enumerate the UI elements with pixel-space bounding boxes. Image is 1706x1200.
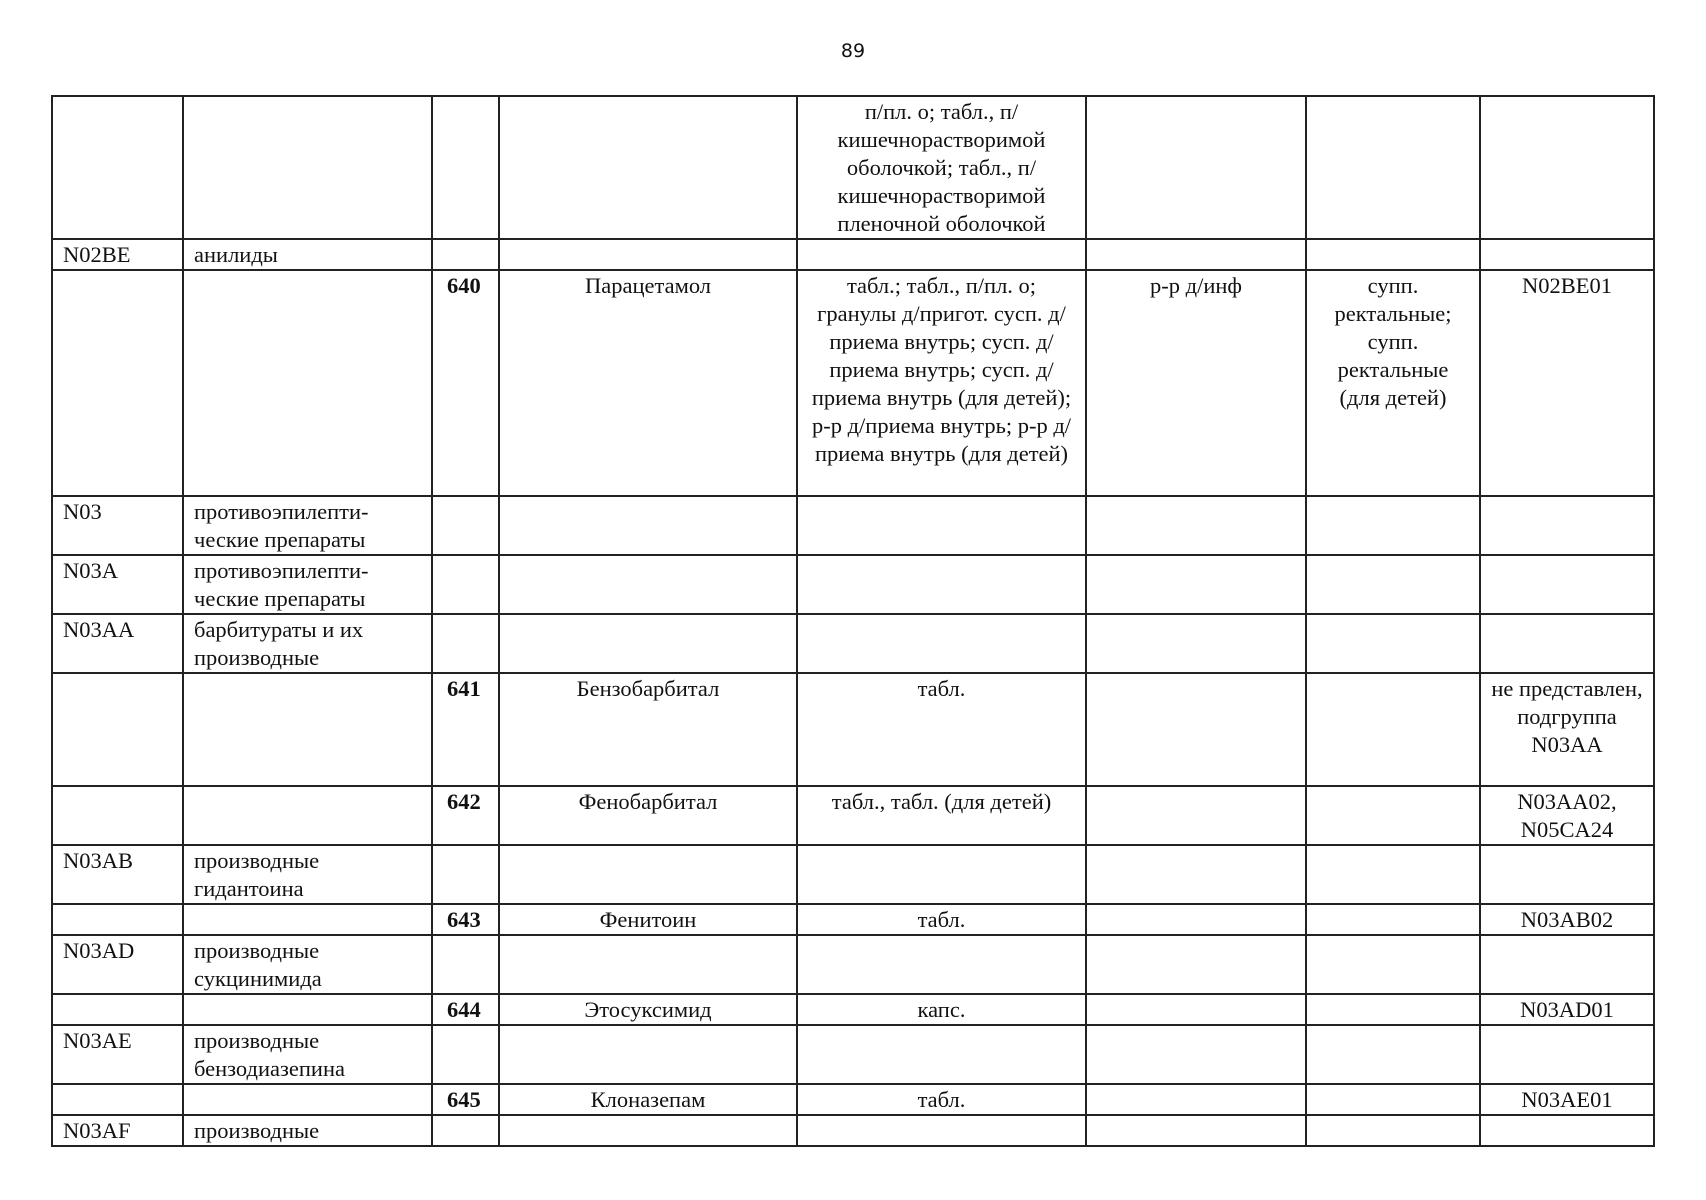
item-number-cell (432, 239, 499, 270)
table-row (52, 270, 1654, 496)
injectable-forms-cell (1086, 935, 1306, 994)
dosage-forms-cell: табл. (797, 1084, 1086, 1115)
injectable-forms-cell (1086, 1084, 1306, 1115)
table-row (52, 555, 1654, 614)
atc-code-cell (1480, 845, 1654, 904)
injectable-forms-cell (1086, 845, 1306, 904)
injectable-forms-cell (1086, 994, 1306, 1025)
atc-group-code-cell (52, 994, 183, 1025)
table-body (52, 96, 1654, 1146)
item-number-cell (432, 614, 499, 673)
table-row (52, 673, 1654, 786)
dosage-forms-cell (797, 496, 1086, 555)
injectable-forms-cell (1086, 673, 1306, 786)
atc-group-code-cell (52, 673, 183, 786)
dosage-forms-cell (797, 845, 1086, 904)
group-name-cell: производные бензодиазепина (183, 1025, 432, 1084)
dosage-forms-cell: табл. (797, 673, 1086, 786)
atc-group-code-cell (52, 786, 183, 845)
item-number-cell: 642 (432, 786, 499, 845)
drug-name-cell (499, 496, 797, 555)
atc-code-cell: не представлен, подгруппа N03AA (1480, 673, 1654, 786)
other-forms-cell (1306, 904, 1480, 935)
item-number-cell: 644 (432, 994, 499, 1025)
atc-code-cell (1480, 496, 1654, 555)
other-forms-cell (1306, 994, 1480, 1025)
dosage-forms-cell (797, 935, 1086, 994)
dosage-forms-cell: табл., табл. (для детей) (797, 786, 1086, 845)
other-forms-cell (1306, 1115, 1480, 1146)
item-number-cell: 641 (432, 673, 499, 786)
atc-code-cell (1480, 614, 1654, 673)
drug-name-cell (499, 614, 797, 673)
drug-name-cell (499, 555, 797, 614)
atc-group-code-cell: N03AA (52, 614, 183, 673)
other-forms-cell: супп. ректальные; супп. ректальные (для детей) (1306, 270, 1480, 496)
item-number-cell (432, 1025, 499, 1084)
table-row (52, 1025, 1654, 1084)
group-name-cell: противоэпилепти-ческие препараты (183, 555, 432, 614)
table-row (52, 994, 1654, 1025)
page-number: 89 (840, 40, 866, 62)
dosage-forms-cell: табл.; табл., п/пл. о; гранулы д/пригот. сусп. д/приема внутрь; сусп. д/приема внутрь; сусп. д/приема внутрь (для детей); р-р д/приема внутрь; р-р д/приема внутрь (для детей) (797, 270, 1086, 496)
atc-group-code-cell: N03AB (52, 845, 183, 904)
injectable-forms-cell (1086, 1025, 1306, 1084)
other-forms-cell (1306, 239, 1480, 270)
drug-name-cell (499, 935, 797, 994)
atc-code-cell (1480, 555, 1654, 614)
atc-group-code-cell (52, 904, 183, 935)
group-name-cell: производные гидантоина (183, 845, 432, 904)
drug-name-cell: Парацетамол (499, 270, 797, 496)
other-forms-cell (1306, 786, 1480, 845)
drug-name-cell: Клоназепам (499, 1084, 797, 1115)
injectable-forms-cell (1086, 614, 1306, 673)
injectable-forms-cell (1086, 1115, 1306, 1146)
atc-group-code-cell: N03AD (52, 935, 183, 994)
dosage-forms-cell (797, 614, 1086, 673)
group-name-cell (183, 96, 432, 239)
drug-name-cell (499, 1025, 797, 1084)
group-name-cell (183, 1084, 432, 1115)
group-name-cell (183, 994, 432, 1025)
other-forms-cell (1306, 673, 1480, 786)
atc-group-code-cell (52, 96, 183, 239)
group-name-cell: барбитураты и их производные (183, 614, 432, 673)
other-forms-cell (1306, 1084, 1480, 1115)
table-row (52, 96, 1654, 239)
other-forms-cell (1306, 845, 1480, 904)
drug-name-cell: Фенобарбитал (499, 786, 797, 845)
drug-name-cell: Фенитоин (499, 904, 797, 935)
atc-code-cell (1480, 239, 1654, 270)
table-row (52, 935, 1654, 994)
dosage-forms-cell (797, 1115, 1086, 1146)
dosage-forms-cell (797, 1025, 1086, 1084)
other-forms-cell (1306, 614, 1480, 673)
atc-group-code-cell: N02BE (52, 239, 183, 270)
table-row (52, 614, 1654, 673)
injectable-forms-cell (1086, 496, 1306, 555)
table-row (52, 1084, 1654, 1115)
item-number-cell (432, 935, 499, 994)
item-number-cell: 643 (432, 904, 499, 935)
injectable-forms-cell (1086, 555, 1306, 614)
group-name-cell (183, 673, 432, 786)
item-number-cell: 640 (432, 270, 499, 496)
drug-name-cell (499, 1115, 797, 1146)
atc-code-cell (1480, 96, 1654, 239)
atc-code-cell: N02BE01 (1480, 270, 1654, 496)
atc-group-code-cell: N03 (52, 496, 183, 555)
injectable-forms-cell (1086, 96, 1306, 239)
item-number-cell (432, 845, 499, 904)
table-row (52, 496, 1654, 555)
atc-code-cell: N03AD01 (1480, 994, 1654, 1025)
group-name-cell (183, 904, 432, 935)
drug-name-cell (499, 239, 797, 270)
atc-code-cell (1480, 1025, 1654, 1084)
atc-group-code-cell (52, 270, 183, 496)
item-number-cell (432, 1115, 499, 1146)
group-name-cell: производные сукцинимида (183, 935, 432, 994)
drug-name-cell (499, 96, 797, 239)
table-row (52, 904, 1654, 935)
dosage-forms-cell (797, 555, 1086, 614)
drug-table (51, 95, 1655, 1147)
atc-group-code-cell: N03A (52, 555, 183, 614)
atc-code-cell (1480, 935, 1654, 994)
dosage-forms-cell: табл. (797, 904, 1086, 935)
injectable-forms-cell (1086, 786, 1306, 845)
group-name-cell (183, 786, 432, 845)
group-name-cell (183, 270, 432, 496)
item-number-cell (432, 555, 499, 614)
other-forms-cell (1306, 96, 1480, 239)
group-name-cell: производные (183, 1115, 432, 1146)
drug-name-cell: Этосуксимид (499, 994, 797, 1025)
dosage-forms-cell: п/пл. о; табл., п/кишечнорастворимой оболочкой; табл., п/кишечнорастворимой пленочной оболочкой (797, 96, 1086, 239)
atc-code-cell (1480, 1115, 1654, 1146)
atc-group-code-cell: N03AE (52, 1025, 183, 1084)
table-row (52, 239, 1654, 270)
atc-group-code-cell: N03AF (52, 1115, 183, 1146)
dosage-forms-cell: капс. (797, 994, 1086, 1025)
atc-group-code-cell (52, 1084, 183, 1115)
table-row (52, 1115, 1654, 1146)
atc-code-cell: N03AB02 (1480, 904, 1654, 935)
injectable-forms-cell (1086, 904, 1306, 935)
table-row (52, 845, 1654, 904)
atc-code-cell: N03AE01 (1480, 1084, 1654, 1115)
injectable-forms-cell: р-р д/инф (1086, 270, 1306, 496)
drug-name-cell: Бензобарбитал (499, 673, 797, 786)
other-forms-cell (1306, 1025, 1480, 1084)
atc-code-cell: N03AA02, N05CA24 (1480, 786, 1654, 845)
item-number-cell (432, 496, 499, 555)
other-forms-cell (1306, 555, 1480, 614)
other-forms-cell (1306, 496, 1480, 555)
group-name-cell: противоэпилепти-ческие препараты (183, 496, 432, 555)
drug-name-cell (499, 845, 797, 904)
group-name-cell: анилиды (183, 239, 432, 270)
injectable-forms-cell (1086, 239, 1306, 270)
other-forms-cell (1306, 935, 1480, 994)
table-row (52, 786, 1654, 845)
item-number-cell (432, 96, 499, 239)
item-number-cell: 645 (432, 1084, 499, 1115)
dosage-forms-cell (797, 239, 1086, 270)
